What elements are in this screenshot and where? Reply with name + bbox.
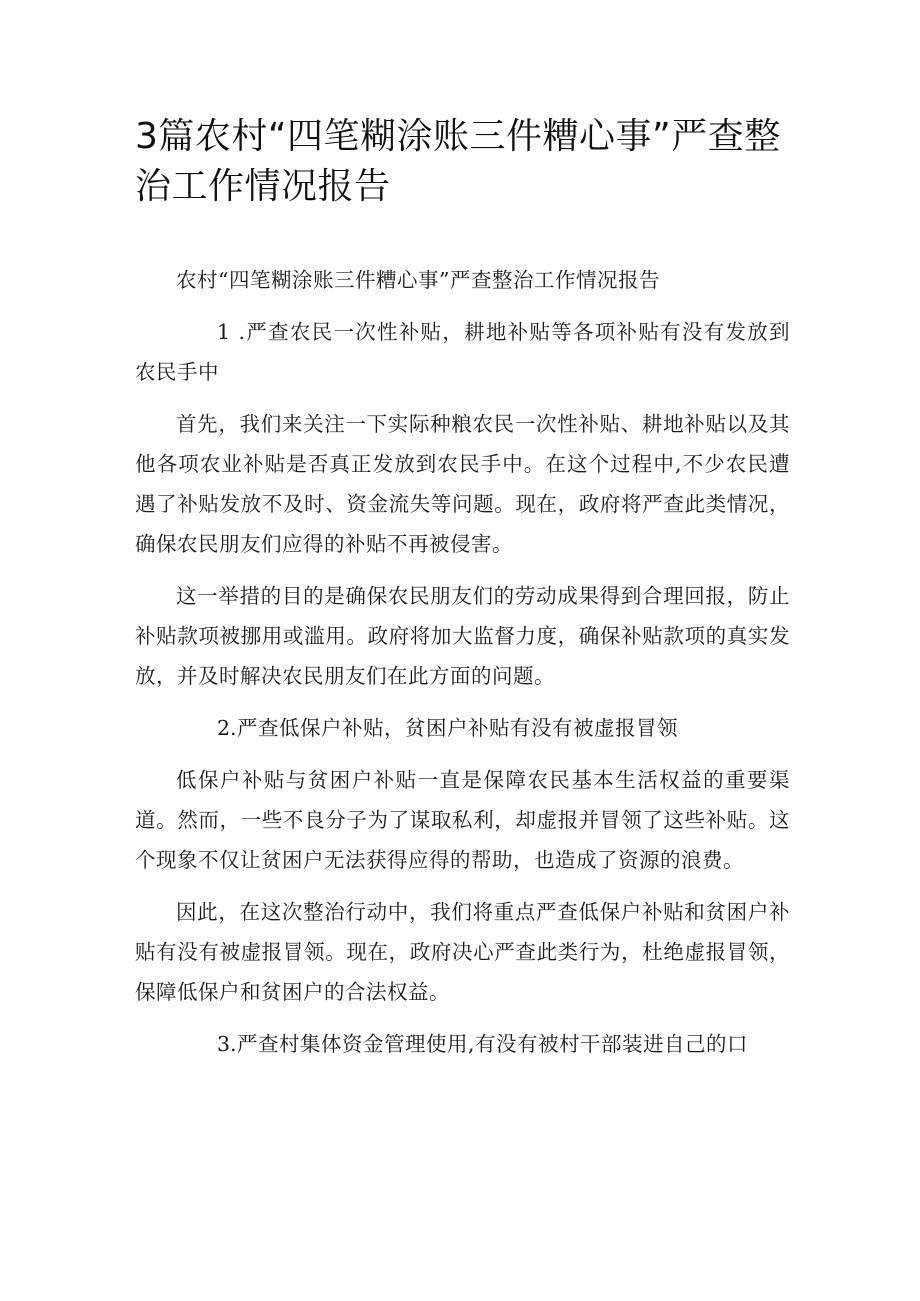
section-number-3: 3 [217, 1032, 231, 1056]
section-1-paragraph-1: 首先，我们来关注一下实际种粮农民一次性补贴、耕地补贴以及其他各项农业补贴是否真正发放到农民手中。在这个过程中,不少农民遭遇了补贴发放不及时、资金流失等问题。现在，政府将严查此类情况，确保农民朋友们应得的补贴不再被侵害。 [135, 412, 790, 556]
section-2-paragraph-2: 因此，在这次整治行动中，我们将重点严查低保户补贴和贫困户补贴有没有被虚报冒领。现在，政府决心严查此类行为，杜绝虚报冒领，保障低保户和贫困户的合法权益。 [135, 900, 790, 1004]
section-heading-2 [135, 708, 790, 748]
section-number-1: 1 [217, 320, 231, 344]
section-heading-text-2: .严查低保户补贴，贫困户补贴有没有被虚报冒领 [230, 716, 679, 740]
section-1-paragraph-2: 这一举措的目的是确保农民朋友们的劳动成果得到合理回报，防止补贴款项被挪用或滥用。政府将加大监督力度，确保补贴款项的真实发放，并及时解决农民朋友们在此方面的问题。 [135, 584, 790, 688]
document-subtitle: 农村“四笔糊涂账三件糟心事”严查整治工作情况报告 [176, 268, 660, 292]
document-body [135, 260, 790, 1076]
section-heading-3 [135, 1024, 790, 1064]
section-2-paragraph-1: 低保户补贴与贫困户补贴一直是保障农民基本生活权益的重要渠道。然而，一些不良分子为了谋取私利，却虚报并冒领了这些补贴。这个现象不仅让贫困户无法获得应得的帮助，也造成了资源的浪费。 [135, 768, 790, 872]
document-title: 3篇农村“四笔糊涂账三件糟心事”严查整治工作情况报告 [135, 116, 781, 207]
section-heading-text-1: .严查农民一次性补贴，耕地补贴等各项补贴有没有发放到农民手中 [135, 320, 790, 384]
section-heading-1 [135, 312, 790, 392]
section-heading-text-3: .严查村集体资金管理使用,有没有被村干部装进自己的口 [230, 1032, 749, 1056]
section-number-2: 2 [217, 716, 231, 740]
